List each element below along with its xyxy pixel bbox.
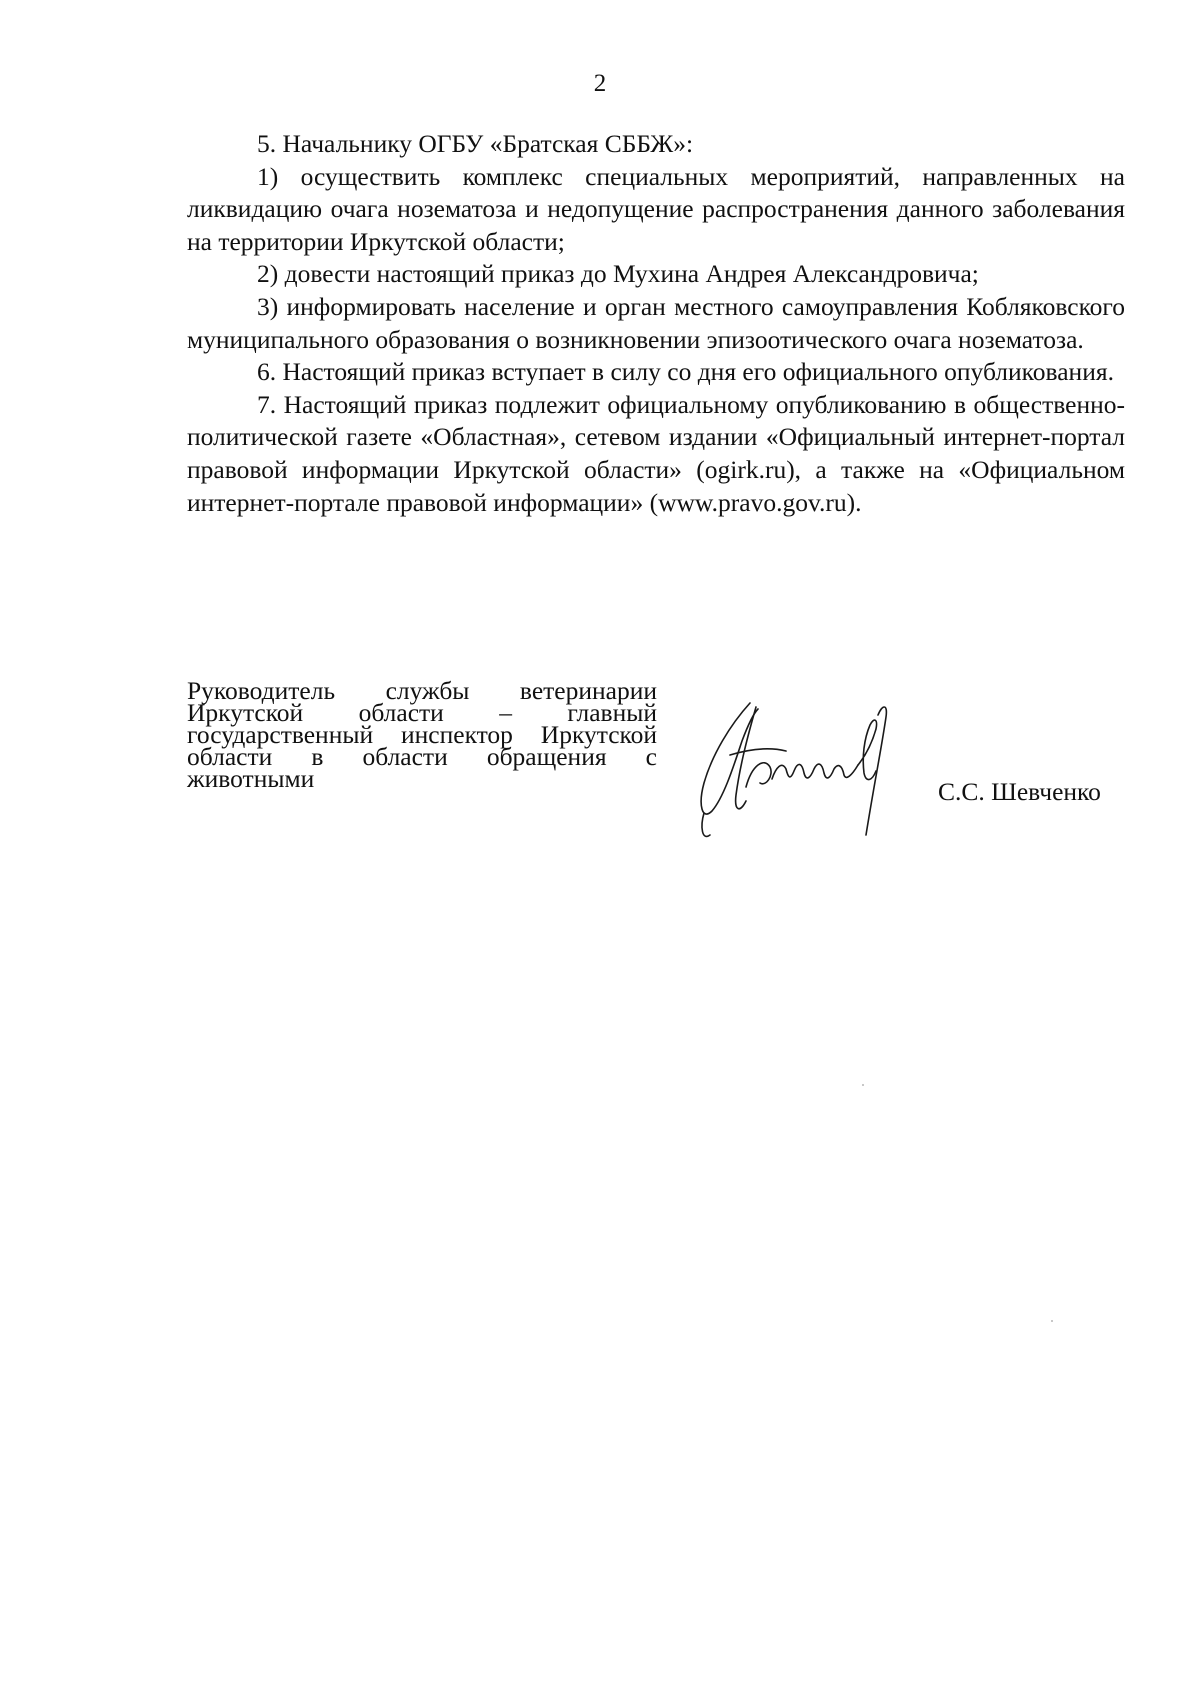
paragraph-item-7: 7. Настоящий приказ подлежит официальному опубликованию в общественно-политической газете «Областная», сетевом издании «Официальный интернет-портал правовой информации Иркутской области» (ogirk.ru), а также на «Официальном интернет-портале правовой информации» (www.pravo.gov.ru).: [187, 389, 1125, 517]
paragraph-subitem-2: 2) довести настоящий приказ до Мухина Андрея Александровича;: [257, 259, 979, 289]
paragraph-subitem-3: 3) информировать население и орган местного самоуправления Кобляковского муниципального образования о возникновении эпизоотического очага нозематоза.: [187, 291, 1125, 354]
signer-name: С.С. Шевченко: [938, 777, 1101, 806]
paragraph-item-6: 6. Настоящий приказ вступает в силу со дня его официального опубликования.: [257, 357, 1114, 387]
scan-artifact: [862, 1084, 864, 1086]
document-body: [187, 128, 1125, 519]
paragraph-subitem-1: 1) осуществить комплекс специальных мероприятий, направленных на ликвидацию очага нозематоза и недопущение распространения данного заболевания на территории Иркутской области;: [187, 161, 1125, 256]
scan-artifact: [1051, 1320, 1053, 1322]
page-number: 2: [593, 70, 607, 97]
paragraph-item-5: 5. Начальнику ОГБУ «Братская СББЖ»:: [257, 129, 694, 158]
handwritten-signature: [690, 695, 930, 845]
signatory-position-title: Руководитель службы ветеринарии Иркутской области – главный государственный инспектор Иркутской области в области обращения с животными: [187, 676, 657, 793]
